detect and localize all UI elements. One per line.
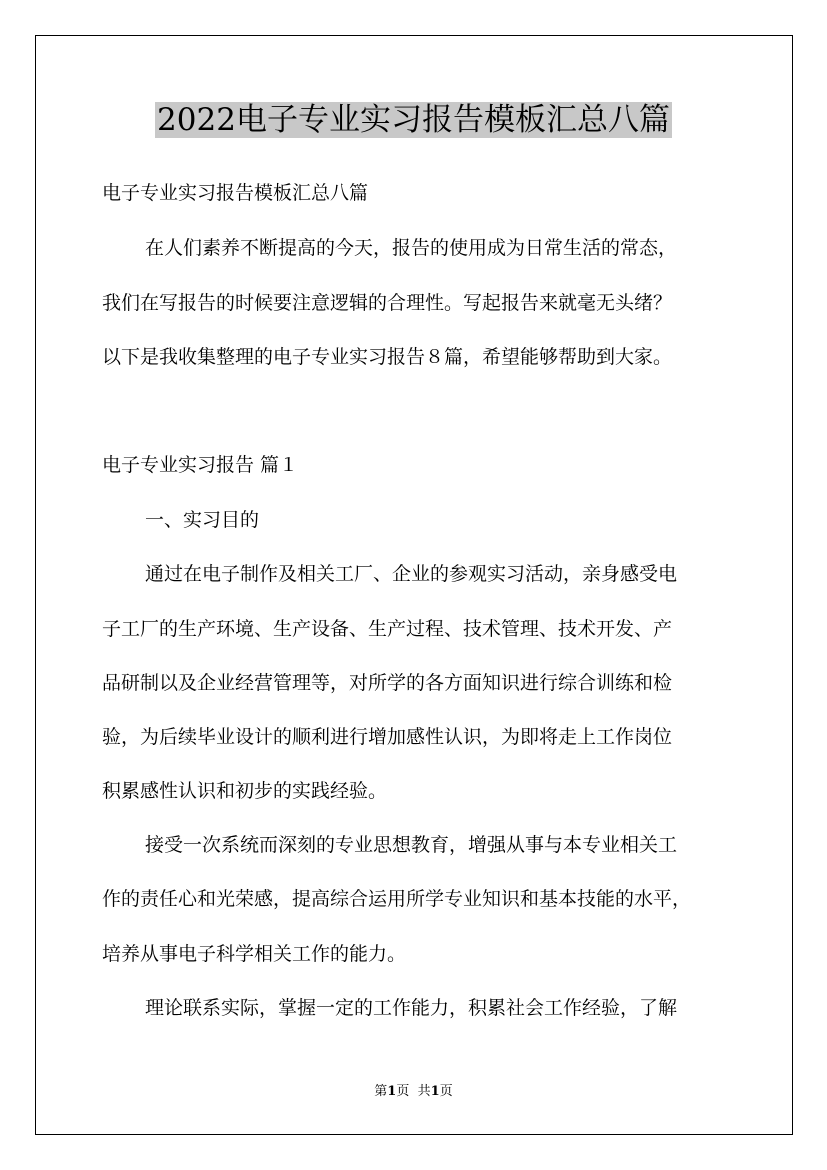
paragraph-line: 理论联系实际，掌握一定的工作能力，积累社会工作经验，了解 <box>145 997 678 1019</box>
section-heading: 电子专业实习报告 篇１ <box>102 454 299 476</box>
paragraph-line: 我们在写报告的时候要注意逻辑的合理性。写起报告来就毫无头绪？ <box>102 292 673 314</box>
total-suffix: 页 <box>439 1084 453 1099</box>
paragraph-line: 品研制以及企业经营管理等，对所学的各方面知识进行综合训练和检 <box>102 672 673 694</box>
paragraph-line: 培养从事电子科学相关工作的能力。 <box>102 943 407 965</box>
document-subtitle: 电子专业实习报告模板汇总八篇 <box>102 182 369 204</box>
paragraph-line: 子工厂的生产环境、生产设备、生产过程、技术管理、技术开发、产 <box>102 618 673 640</box>
document-title: 2022电子专业实习报告模板汇总八篇 <box>157 102 670 138</box>
total-prefix: 共 <box>417 1084 431 1099</box>
paragraph-line: 积累感性认识和初步的实践经验。 <box>102 780 388 802</box>
total-pages: 1 <box>430 1084 440 1099</box>
page-suffix: 页 <box>396 1084 410 1099</box>
paragraph-line: 在人们素养不断提高的今天，报告的使用成为日常生活的常态， <box>145 237 678 259</box>
subsection-heading: 一、实习目的 <box>145 509 260 531</box>
paragraph-line: 验，为后续毕业设计的顺利进行增加感性认识，为即将走上工作岗位 <box>102 726 673 748</box>
page-footer <box>0 1083 827 1101</box>
paragraph-line: 作的责任心和光荣感，提高综合运用所学专业知识和基本技能的水平， <box>102 888 692 910</box>
page-number: 1 <box>387 1084 397 1099</box>
paragraph-line: 接受一次系统而深刻的专业思想教育，增强从事与本专业相关工 <box>145 834 678 856</box>
page-prefix: 第 <box>374 1084 388 1099</box>
paragraph-line: 通过在电子制作及相关工厂、企业的参观实习活动，亲身感受电 <box>145 563 678 585</box>
paragraph-line: 以下是我收集整理的电子专业实习报告８篇，希望能够帮助到大家。 <box>102 346 673 368</box>
